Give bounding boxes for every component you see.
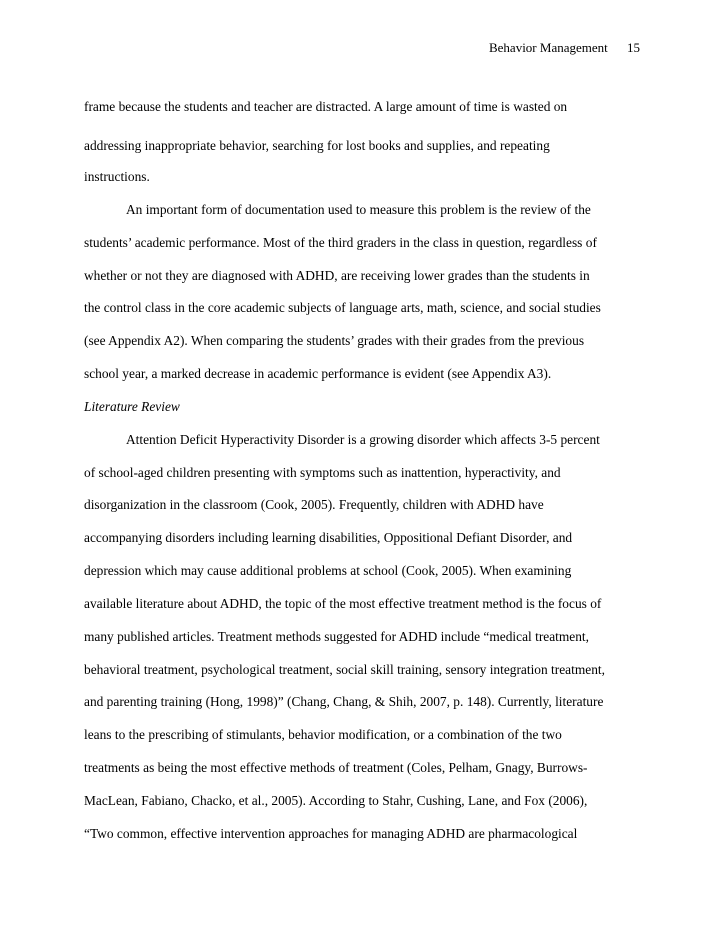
body-line: whether or not they are diagnosed with ADHD, are receiving lower grades than the students in xyxy=(84,268,590,283)
section-heading: Literature Review xyxy=(84,399,180,414)
body-line: MacLean, Fabiano, Chacko, et al., 2005). According to Stahr, Cushing, Lane, and Fox (2006), xyxy=(84,793,588,808)
body-line: (see Appendix A2). When comparing the students’ grades with their grades from the previous xyxy=(84,333,585,348)
body-line: disorganization in the classroom (Cook, 2005). Frequently, children with ADHD have xyxy=(84,497,544,512)
body-line: students’ academic performance. Most of the third graders in the class in question, regardless of xyxy=(84,235,597,250)
body-line: school year, a marked decrease in academic performance is evident (see Appendix A3). xyxy=(84,366,552,381)
body-line: An important form of documentation used to measure this problem is the review of the xyxy=(126,202,591,217)
body-line: leans to the prescribing of stimulants, behavior modification, or a combination of the two xyxy=(84,727,562,742)
body-line: of school-aged children presenting with symptoms such as inattention, hyperactivity, and xyxy=(84,465,561,480)
body-line: accompanying disorders including learning disabilities, Oppositional Defiant Disorder, and xyxy=(84,530,573,545)
body-line: the control class in the core academic subjects of language arts, math, science, and social studies xyxy=(84,300,601,315)
body-line: Attention Deficit Hyperactivity Disorder is a growing disorder which affects 3-5 percent xyxy=(126,432,600,447)
body-line: addressing inappropriate behavior, searching for lost books and supplies, and repeating xyxy=(84,138,550,153)
body-line: and parenting training (Hong, 1998)” (Chang, Chang, & Shih, 2007, p. 148). Currently, literature xyxy=(84,694,604,709)
running-header xyxy=(0,38,640,58)
body-line: instructions. xyxy=(84,169,150,184)
body-line: treatments as being the most effective methods of treatment (Coles, Pelham, Gnagy, Burrows- xyxy=(84,760,588,775)
running-head-title: Behavior Management xyxy=(488,40,608,55)
body-line: available literature about ADHD, the topic of the most effective treatment method is the focus of xyxy=(84,596,602,611)
body-line: depression which may cause additional problems at school (Cook, 2005). When examining xyxy=(84,563,572,578)
body-line: “Two common, effective intervention approaches for managing ADHD are pharmacological xyxy=(84,826,578,841)
page-number: 15 xyxy=(627,40,640,55)
body-line: many published articles. Treatment methods suggested for ADHD include “medical treatment, xyxy=(84,629,590,644)
body-line: behavioral treatment, psychological treatment, social skill training, sensory integration treatment, xyxy=(84,662,605,677)
body-line: frame because the students and teacher are distracted. A large amount of time is wasted on xyxy=(84,99,568,114)
